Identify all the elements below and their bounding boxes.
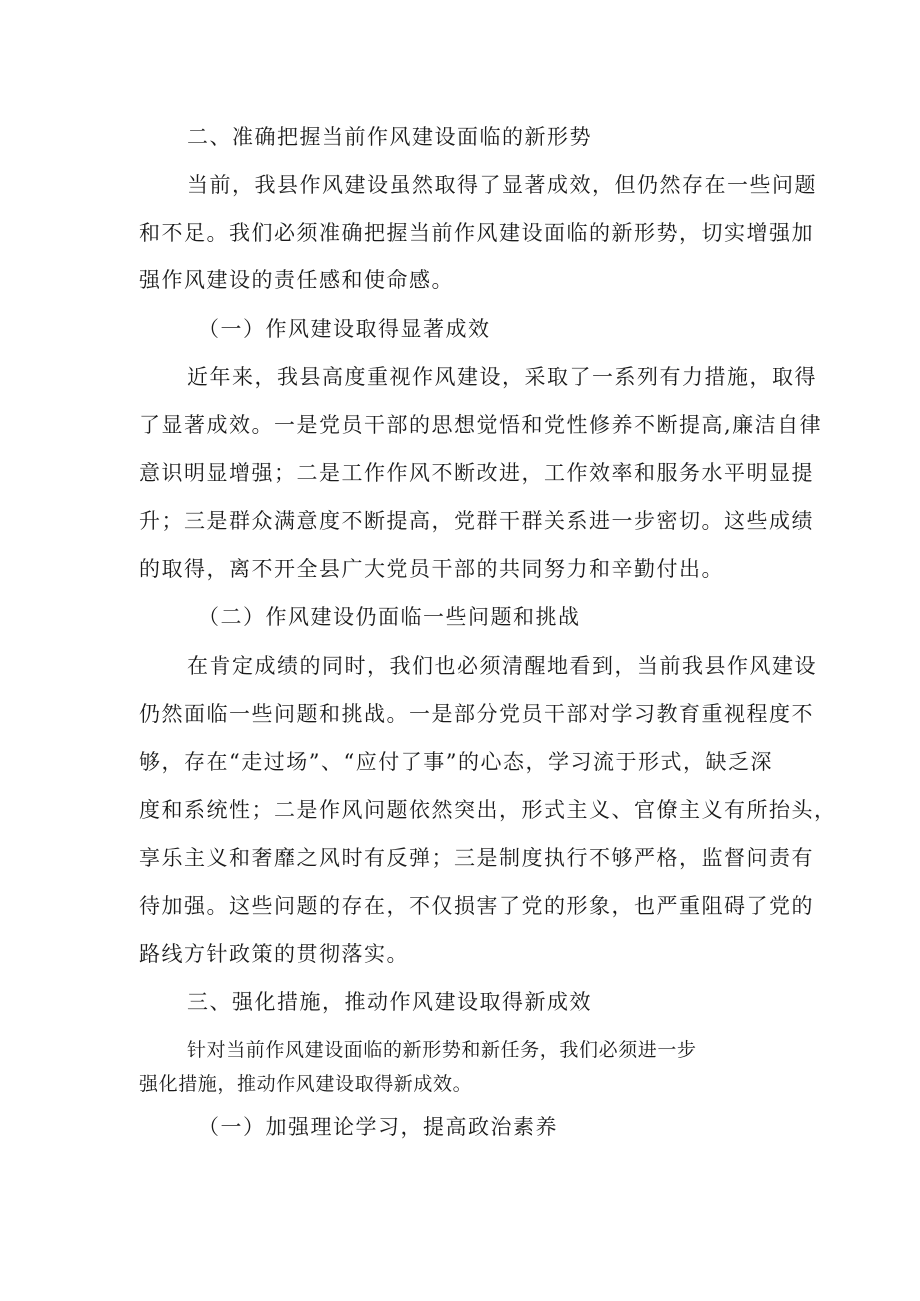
- paragraph-line: 仍然面临一些问题和挑战。一是部分党员干部对学习教育重视程度不: [139, 702, 814, 726]
- subsection-heading: （二）作风建设仍面临一些问题和挑战: [198, 605, 581, 629]
- paragraph-line: 享乐主义和奢靡之风时有反弹；三是制度执行不够严格，监督问责有: [139, 846, 814, 870]
- paragraph-line: 度和系统性；二是作风问题依然突出，形式主义、官僚主义有所抬头，: [139, 798, 837, 822]
- paragraph-line: 够，存在“走过场”、“应付了事”的心态，学习流于形式，缺乏深: [139, 750, 773, 774]
- paragraph-line: 强作风建设的责任感和使命感。: [139, 268, 454, 292]
- subsection-heading: （一）加强理论学习，提高政治素养: [198, 1115, 558, 1139]
- paragraph-line: 当前，我县作风建设虽然取得了显著成效，但仍然存在一些问题: [187, 173, 817, 197]
- paragraph-line: 路线方针政策的贯彻落实。: [139, 942, 409, 966]
- paragraph-line: 针对当前作风建设面临的新形势和新任务，我们必须进一步: [187, 1039, 697, 1061]
- section-heading-2: 二、准确把握当前作风建设面临的新形势: [187, 125, 592, 149]
- paragraph-line: 意识明显增强；二是工作作风不断改进，工作效率和服务水平明显提: [139, 461, 814, 485]
- subsection-heading: （一）作风建设取得显著成效: [198, 317, 491, 341]
- paragraph-line: 在肯定成绩的同时，我们也必须清醒地看到，当前我县作风建设: [187, 654, 817, 678]
- paragraph-line: 的取得，离不开全县广大党员干部的共同努力和辛勤付出。: [139, 557, 724, 581]
- paragraph-line: 了显著成效。一是党员干部的思想觉悟和党性修养不断提高,廉洁自律: [139, 413, 823, 437]
- paragraph-line: 升；三是群众满意度不断提高，党群干群关系进一步密切。这些成绩: [139, 509, 814, 533]
- paragraph-line: 待加强。这些问题的存在，不仅损害了党的形象，也严重阻碍了党的: [139, 894, 814, 918]
- paragraph-line: 近年来，我县高度重视作风建设，采取了一系列有力措施，取得: [187, 365, 817, 389]
- paragraph-line: 和不足。我们必须准确把握当前作风建设面临的新形势，切实增强加: [139, 221, 814, 245]
- section-heading-3: 三、强化措施，推动作风建设取得新成效: [187, 990, 592, 1014]
- paragraph-line: 强化措施，推动作风建设取得新成效。: [139, 1073, 473, 1095]
